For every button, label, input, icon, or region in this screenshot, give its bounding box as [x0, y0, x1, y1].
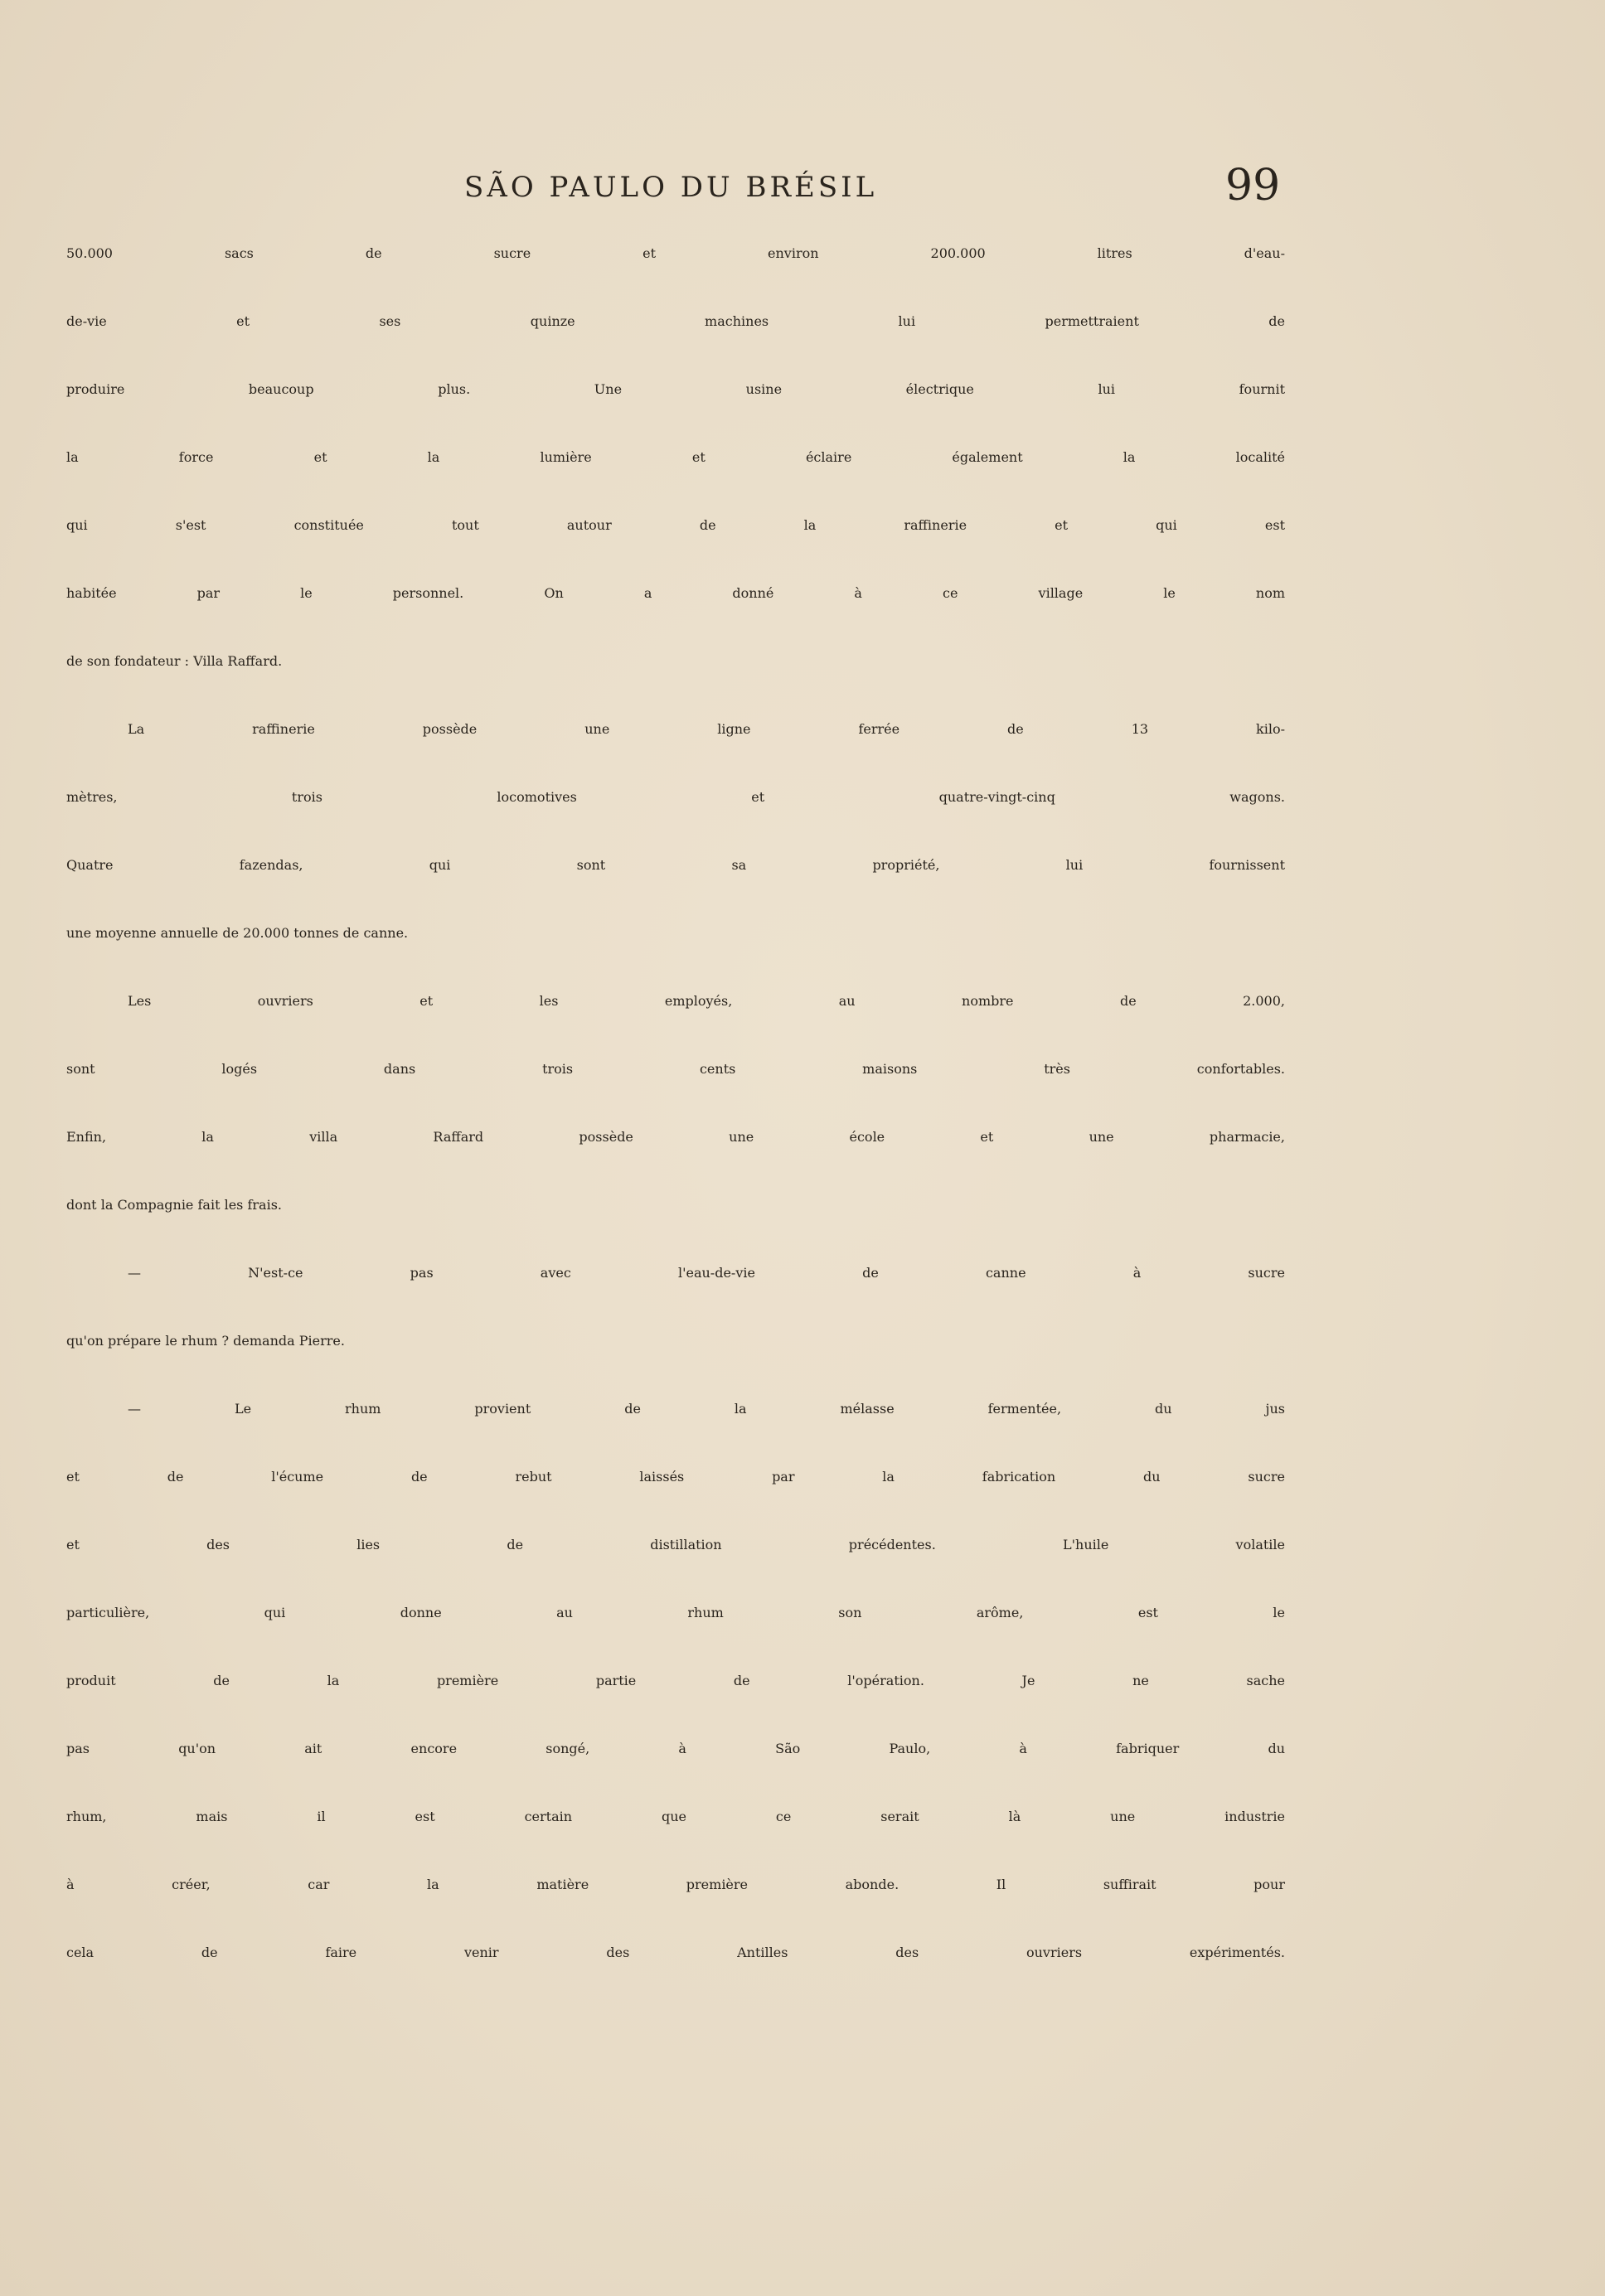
text-line: produire beaucoup plus. Une usine électrique lui fournit	[66, 381, 1285, 397]
text-line: à créer, car la matière première abonde. Il suffirait pour	[66, 1877, 1285, 1892]
page-number: 99	[1225, 161, 1281, 211]
text-line: de son fondateur : Villa Raffard.	[66, 653, 283, 669]
text-line: qu'on prépare le rhum ? demanda Pierre.	[66, 1333, 345, 1349]
text-line: — N'est-ce pas avec l'eau-de-vie de canne à sucre	[128, 1265, 1285, 1281]
text-line: la force et la lumière et éclaire également la localité	[66, 449, 1285, 465]
text-line: produit de la première partie de l'opération. Je ne sache	[66, 1673, 1285, 1688]
text-line: de-vie et ses quinze machines lui permettraient de	[66, 313, 1285, 329]
body-text	[66, 245, 1285, 2013]
text-line: particulière, qui donne au rhum son arôme, est le	[66, 1605, 1285, 1620]
text-line: Quatre fazendas, qui sont sa propriété, lui fournissent	[66, 857, 1285, 873]
text-line: Enfin, la villa Raffard possède une école et une pharmacie,	[66, 1129, 1285, 1145]
text-line: et des lies de distillation précédentes. L'huile volatile	[66, 1537, 1285, 1552]
text-line: une moyenne annuelle de 20.000 tonnes de canne.	[66, 925, 409, 941]
text-line: Les ouvriers et les employés, au nombre de 2.000,	[128, 993, 1285, 1009]
text-line: habitée par le personnel. On a donné à ce village le nom	[66, 585, 1285, 601]
text-line: sont logés dans trois cents maisons très confortables.	[66, 1061, 1285, 1077]
text-line: cela de faire venir des Antilles des ouvriers expérimentés.	[66, 1945, 1285, 1960]
text-line: pas qu'on ait encore songé, à São Paulo, à fabriquer du	[66, 1741, 1285, 1756]
text-line: — Le rhum provient de la mélasse fermentée, du jus	[128, 1401, 1285, 1417]
text-line: 50.000 sacs de sucre et environ 200.000 litres d'eau-	[66, 245, 1285, 261]
running-title: SÃO PAULO DU BRÉSIL	[464, 171, 878, 204]
text-line: rhum, mais il est certain que ce serait là une industrie	[66, 1809, 1285, 1824]
text-line: et de l'écume de rebut laissés par la fabrication du sucre	[66, 1469, 1285, 1485]
running-header	[0, 161, 1605, 214]
text-line: mètres, trois locomotives et quatre-vingt-cinq wagons.	[66, 789, 1285, 805]
text-line: qui s'est constituée tout autour de la raffinerie et qui est	[66, 517, 1285, 533]
text-line: La raffinerie possède une ligne ferrée de 13 kilo-	[128, 721, 1285, 737]
text-line: dont la Compagnie fait les frais.	[66, 1197, 282, 1213]
